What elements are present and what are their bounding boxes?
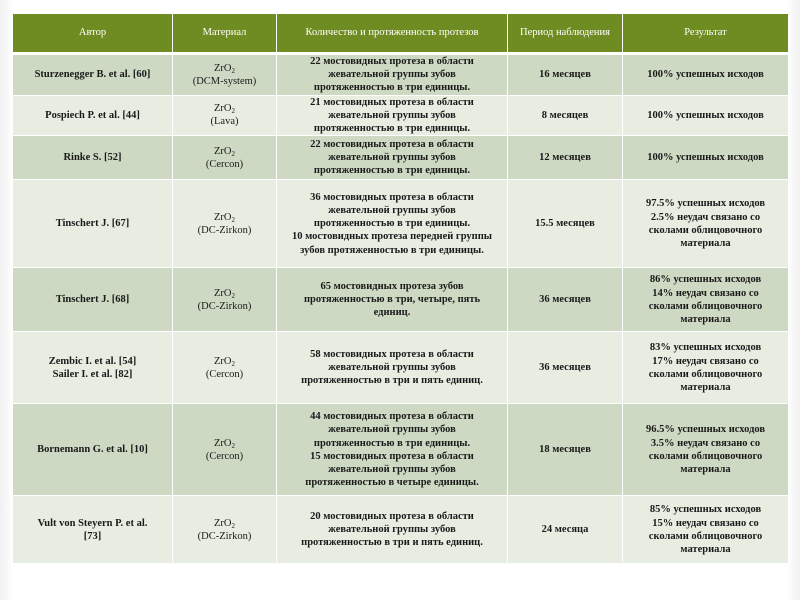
- material-subscript: 2: [231, 215, 235, 224]
- material-base: ZrO: [214, 103, 232, 115]
- quantity-cell-line: жевательной группы зубов: [328, 362, 456, 374]
- result-cell-line: сколами облицовочного: [648, 450, 763, 462]
- material-cell: [173, 54, 277, 96]
- material-formula: [176, 517, 273, 530]
- result-cell-line: материала: [680, 313, 731, 325]
- material-formula: [176, 437, 273, 450]
- quantity-cell-line: протяженностью в три единицы.: [313, 437, 471, 449]
- material-subscript: 2: [231, 149, 235, 158]
- results-table: [12, 13, 789, 564]
- quantity-cell-line: 36 мостовидных протеза в области: [310, 191, 474, 203]
- material-base: ZrO: [214, 145, 232, 157]
- quantity-cell-line: жевательной группы зубов: [328, 204, 456, 216]
- material-subscript: 2: [231, 66, 235, 75]
- material-base: ZrO: [214, 517, 232, 529]
- material-system: (Cercon): [205, 450, 244, 462]
- author-cell-line: Vult von Steyern P. et al.: [37, 517, 148, 529]
- material-subscript: 2: [231, 441, 235, 450]
- author-cell-line: Bornemann G. et al. [10]: [37, 444, 148, 456]
- material-subscript: 2: [231, 359, 235, 368]
- author-cell: [13, 404, 173, 496]
- result-cell-line: 3.5% неудач связано со: [650, 437, 761, 449]
- result-cell-line: 86% успешных исходов: [649, 274, 762, 286]
- material-system: (DC-Zirkon): [197, 530, 252, 542]
- quantity-cell: [277, 496, 508, 564]
- quantity-cell-line: протяженностью в три, четыре, пять: [303, 294, 481, 306]
- quantity-cell-line: 44 мостовидных протеза в области: [310, 411, 474, 423]
- quantity-cell-line: единиц.: [373, 307, 411, 319]
- result-cell-line: 17% неудач связано со: [652, 355, 759, 367]
- author-cell-line: Sturzenegger B. et al. [60]: [34, 69, 151, 81]
- author-cell-line: [73]: [83, 530, 102, 542]
- table-row: [13, 332, 789, 404]
- quantity-cell-line: 21 мостовидных протеза в области: [310, 96, 474, 108]
- material-base: ZrO: [214, 62, 232, 74]
- material-formula: [176, 145, 273, 158]
- header-result: Результат: [623, 14, 789, 54]
- table-row: [13, 496, 789, 564]
- quantity-cell: [277, 180, 508, 268]
- quantity-cell-line: жевательной группы зубов: [328, 109, 456, 121]
- quantity-cell: [277, 332, 508, 404]
- result-cell-line: материала: [680, 543, 731, 555]
- result-cell-line: сколами облицовочного: [648, 530, 763, 542]
- table-row: [13, 180, 789, 268]
- material-base: ZrO: [214, 287, 232, 299]
- result-cell-line: сколами облицовочного: [648, 224, 763, 236]
- table-row: [13, 268, 789, 332]
- result-cell-line: 83% успешных исходов: [649, 342, 762, 354]
- material-system: (DC-Zirkon): [197, 300, 252, 312]
- period-cell: 36 месяцев: [508, 332, 623, 404]
- result-cell-line: 85% успешных исходов: [649, 504, 762, 516]
- result-cell-line: 100% успешных исходов: [647, 109, 764, 121]
- author-cell: [13, 136, 173, 180]
- period-cell: 16 месяцев: [508, 54, 623, 96]
- author-cell: [13, 268, 173, 332]
- result-cell: [623, 268, 789, 332]
- quantity-cell-line: 58 мостовидных протеза в области: [310, 348, 474, 360]
- material-cell: [173, 180, 277, 268]
- author-cell: [13, 95, 173, 136]
- result-cell-line: 2.5% неудач связано со: [650, 211, 761, 223]
- author-cell: [13, 54, 173, 96]
- author-cell-line: Tinschert J. [67]: [55, 218, 130, 230]
- result-cell-line: 14% неудач связано со: [652, 287, 759, 299]
- quantity-cell-line: жевательной группы зубов: [328, 69, 456, 81]
- quantity-cell: [277, 268, 508, 332]
- material-formula: [176, 211, 273, 224]
- author-cell: [13, 180, 173, 268]
- material-subscript: 2: [231, 291, 235, 300]
- author-cell-line: Zembic I. et al. [54]: [48, 355, 137, 367]
- header-material: Материал: [173, 14, 277, 54]
- period-cell: 8 месяцев: [508, 95, 623, 136]
- author-cell: [13, 332, 173, 404]
- quantity-cell-line: жевательной группы зубов: [328, 524, 456, 536]
- quantity-cell-line: 15 мостовидных протеза в области: [310, 450, 474, 462]
- period-cell: 12 месяцев: [508, 136, 623, 180]
- header-period: Период наблюдения: [508, 14, 623, 54]
- material-formula: [176, 62, 273, 75]
- author-cell-line: Tinschert J. [68]: [55, 294, 130, 306]
- material-cell: [173, 95, 277, 136]
- quantity-cell: [277, 95, 508, 136]
- material-base: ZrO: [214, 355, 232, 367]
- result-cell: [623, 332, 789, 404]
- author-cell-line: Sailer I. et al. [82]: [52, 368, 133, 380]
- material-system: (DCM-system): [192, 75, 257, 87]
- result-cell: [623, 54, 789, 96]
- result-cell-line: материала: [680, 463, 731, 475]
- material-system: (Lava): [210, 116, 239, 128]
- material-subscript: 2: [231, 107, 235, 116]
- result-cell: [623, 136, 789, 180]
- quantity-cell-line: 65 мостовидных протеза зубов: [320, 280, 464, 292]
- material-cell: [173, 268, 277, 332]
- result-cell: [623, 404, 789, 496]
- material-cell: [173, 496, 277, 564]
- material-base: ZrO: [214, 437, 232, 449]
- quantity-cell-line: протяженностью в три и пять единиц.: [301, 375, 483, 387]
- quantity-cell: [277, 136, 508, 180]
- quantity-cell-line: протяженностью в три и пять единиц.: [301, 537, 483, 549]
- result-cell-line: 100% успешных исходов: [647, 152, 764, 164]
- material-subscript: 2: [231, 521, 235, 530]
- quantity-cell-line: жевательной группы зубов: [328, 424, 456, 436]
- author-cell: [13, 496, 173, 564]
- result-cell: [623, 496, 789, 564]
- period-cell: 18 месяцев: [508, 404, 623, 496]
- quantity-cell-line: 10 мостовидных протеза передней группы: [292, 231, 492, 243]
- author-cell-line: Pospiech P. et al. [44]: [45, 109, 140, 121]
- result-cell-line: материала: [680, 237, 731, 249]
- quantity-cell-line: зубов протяженностью в три единицы.: [300, 244, 484, 256]
- material-system: (Cercon): [205, 158, 244, 170]
- material-cell: [173, 332, 277, 404]
- material-base: ZrO: [214, 211, 232, 223]
- result-cell: [623, 95, 789, 136]
- author-cell-line: Rinke S. [52]: [63, 152, 122, 164]
- material-formula: [176, 102, 273, 115]
- quantity-cell: [277, 54, 508, 96]
- result-cell-line: 96.5% успешных исходов: [645, 424, 766, 436]
- result-cell-line: сколами облицовочного: [648, 368, 763, 380]
- result-cell-line: 100% успешных исходов: [647, 69, 764, 81]
- quantity-cell-line: протяженностью в четыре единицы.: [305, 477, 479, 489]
- header-author: Автор: [13, 14, 173, 54]
- period-cell: 15.5 месяцев: [508, 180, 623, 268]
- table-row: [13, 404, 789, 496]
- table-row: [13, 136, 789, 180]
- quantity-cell-line: жевательной группы зубов: [328, 463, 456, 475]
- material-cell: [173, 404, 277, 496]
- table-header-row: [13, 14, 789, 54]
- result-cell-line: 15% неудач связано со: [652, 517, 759, 529]
- quantity-cell-line: протяженностью в три единицы.: [313, 82, 471, 94]
- quantity-cell-line: протяженностью в три единицы.: [313, 218, 471, 230]
- header-quantity: Количество и протяженность протезов: [277, 14, 508, 54]
- quantity-cell-line: 22 мостовидных протеза в области: [310, 138, 474, 150]
- table-row: [13, 95, 789, 136]
- material-system: (DC-Zirkon): [197, 224, 252, 236]
- material-formula: [176, 287, 273, 300]
- result-cell: [623, 180, 789, 268]
- quantity-cell-line: 22 мостовидных протеза в области: [310, 56, 474, 67]
- result-cell-line: 97.5% успешных исходов: [645, 198, 766, 210]
- material-cell: [173, 136, 277, 180]
- material-system: (Cercon): [205, 368, 244, 380]
- result-cell-line: материала: [680, 381, 731, 393]
- quantity-cell: [277, 404, 508, 496]
- quantity-cell-line: протяженностью в три единицы.: [313, 165, 471, 177]
- quantity-cell-line: жевательной группы зубов: [328, 152, 456, 164]
- period-cell: 24 месяца: [508, 496, 623, 564]
- quantity-cell-line: 20 мостовидных протеза в области: [310, 510, 474, 522]
- table-row: [13, 54, 789, 96]
- result-cell-line: сколами облицовочного: [648, 300, 763, 312]
- quantity-cell-line: протяженностью в три единицы.: [313, 123, 471, 135]
- material-formula: [176, 355, 273, 368]
- period-cell: 36 месяцев: [508, 268, 623, 332]
